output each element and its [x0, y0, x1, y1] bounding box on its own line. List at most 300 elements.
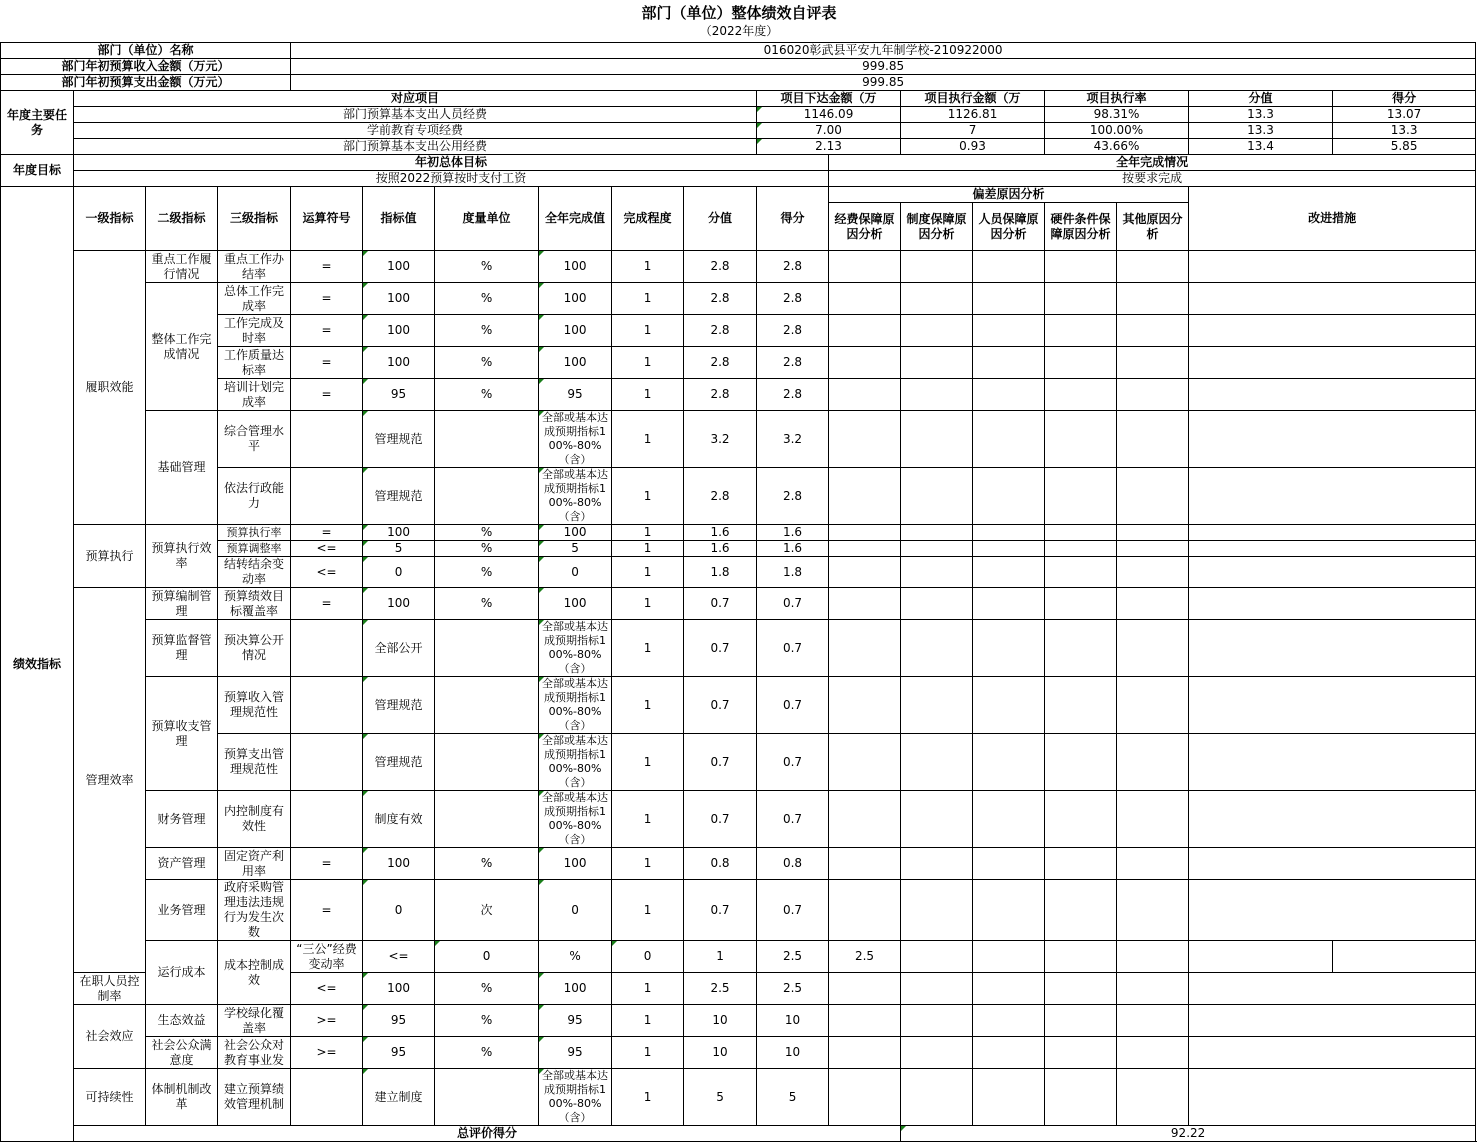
dev-hardware-cell [1045, 347, 1117, 379]
dev-system-cell [901, 620, 973, 677]
unit-cell [435, 468, 539, 525]
dev-system-cell [901, 379, 973, 411]
header-weight: 分值 [684, 187, 757, 251]
budget-expense-label: 部门年初预算支出金额（万元） [1, 75, 291, 91]
dev-system-cell [901, 557, 973, 588]
degree-cell: 1 [612, 588, 684, 620]
operator-cell: <= [363, 941, 435, 973]
dev-hardware-cell [1045, 973, 1117, 1005]
weight-cell: 10 [684, 1037, 757, 1069]
target-cell: 100 [363, 525, 435, 541]
actual-cell: 100 [539, 848, 612, 880]
target-cell: 95 [363, 379, 435, 411]
dev-hardware-cell [1045, 791, 1117, 848]
dev-hardware-cell [1045, 620, 1117, 677]
dev-hardware-cell [1045, 1005, 1117, 1037]
dev-other-cell [1117, 734, 1189, 791]
dev-funding-cell [829, 557, 901, 588]
target-cell: 管理规范 [363, 677, 435, 734]
dev-hardware-cell [1045, 315, 1117, 347]
weight-cell: 1.6 [684, 525, 757, 541]
dev-other-cell [1117, 557, 1189, 588]
weight-cell: 2.8 [684, 468, 757, 525]
task-header-rate: 项目执行率 [1045, 91, 1189, 107]
operator-cell [291, 1069, 363, 1126]
dev-hardware-cell [1045, 525, 1117, 541]
unit-cell: % [435, 1005, 539, 1037]
dev-system-cell [901, 468, 973, 525]
degree-cell: 1 [612, 1069, 684, 1126]
score-cell: 10 [757, 1005, 829, 1037]
dev-personnel-cell [973, 557, 1045, 588]
dev-personnel-cell [973, 973, 1045, 1005]
unit-cell: % [435, 588, 539, 620]
level3-cell: 内控制度有效性 [218, 791, 291, 848]
level3-cell: 社会公众对教育事业发 [218, 1037, 291, 1069]
annual-goals-label: 年度目标 [1, 155, 74, 187]
budget-income-value: 999.85 [291, 59, 1476, 75]
improvement-cell [1189, 1005, 1476, 1037]
level1-cell: 运行成本 [146, 941, 218, 1005]
dev-personnel-cell [1045, 941, 1117, 973]
task-rate: 43.66% [1045, 139, 1189, 155]
actual-cell: 95 [539, 379, 612, 411]
score-cell: 1.6 [757, 541, 829, 557]
improvement-cell [1189, 525, 1476, 541]
operator-cell: = [291, 347, 363, 379]
header-target: 指标值 [363, 187, 435, 251]
score-cell: 2.8 [757, 347, 829, 379]
level3-cell: 综合管理水平 [218, 411, 291, 468]
total-score-value: 92.22 [901, 1126, 1476, 1142]
level2-cell: 社会公众满意度 [146, 1037, 218, 1069]
unit-cell: % [435, 1037, 539, 1069]
task-allocated: 1146.09 [757, 107, 901, 123]
score-cell: 2.8 [757, 251, 829, 283]
dev-hardware-cell [1045, 588, 1117, 620]
score-cell: 0.7 [757, 620, 829, 677]
task-rate: 100.00% [1045, 123, 1189, 139]
task-header-project: 对应项目 [74, 91, 757, 107]
task-score: 5.85 [1333, 139, 1476, 155]
unit-cell: % [435, 347, 539, 379]
dev-other-cell [1117, 411, 1189, 468]
dev-system-cell [901, 541, 973, 557]
operator-cell: = [291, 379, 363, 411]
target-cell: 管理规范 [363, 411, 435, 468]
dev-personnel-cell [973, 379, 1045, 411]
level2-cell: 预算监督管理 [146, 620, 218, 677]
degree-cell: 1 [612, 848, 684, 880]
level3-cell: 依法行政能力 [218, 468, 291, 525]
header-level3: 三级指标 [218, 187, 291, 251]
task-header-score: 得分 [1333, 91, 1476, 107]
budget-expense-value: 999.85 [291, 75, 1476, 91]
dev-other-cell [1117, 620, 1189, 677]
dev-other-cell [1117, 347, 1189, 379]
level2-cell: 成本控制成效 [218, 941, 291, 1005]
dev-funding-cell [829, 315, 901, 347]
degree-cell: 1 [612, 251, 684, 283]
dev-funding-cell [829, 677, 901, 734]
actual-cell: 100 [539, 315, 612, 347]
level3-cell: 总体工作完成率 [218, 283, 291, 315]
weight-cell: 2.8 [684, 347, 757, 379]
header-dev-system: 制度保障原因分析 [901, 203, 973, 251]
operator-cell: >= [291, 1005, 363, 1037]
level2-cell: 预算执行效率 [146, 525, 218, 588]
actual-cell: 100 [539, 525, 612, 541]
degree-cell: 1 [612, 677, 684, 734]
header-level2: 二级指标 [146, 187, 218, 251]
unit-cell: % [539, 941, 612, 973]
operator-cell: = [291, 251, 363, 283]
unit-cell: % [435, 848, 539, 880]
dev-funding-cell [829, 1069, 901, 1126]
dev-other-cell [1189, 941, 1333, 973]
level3-cell: 在职人员控制率 [74, 973, 146, 1005]
task-rate: 98.31% [1045, 107, 1189, 123]
dev-system-cell [973, 941, 1045, 973]
dev-system-cell [901, 347, 973, 379]
completion-value: 按要求完成 [829, 171, 1476, 187]
actual-cell: 全部或基本达成预期指标100%-80%（含） [539, 677, 612, 734]
actual-cell: 100 [539, 283, 612, 315]
dev-hardware-cell [1045, 677, 1117, 734]
total-score-label: 总评价得分 [74, 1126, 901, 1142]
dev-hardware-cell [1045, 411, 1117, 468]
target-cell: 5 [363, 541, 435, 557]
header-deviation: 偏差原因分析 [829, 187, 1189, 203]
weight-cell: 0.7 [684, 791, 757, 848]
weight-cell: 0.7 [684, 734, 757, 791]
dev-funding-cell [829, 848, 901, 880]
dev-funding-cell [829, 620, 901, 677]
level3-cell: 预算执行率 [218, 525, 291, 541]
dev-funding-cell [901, 941, 973, 973]
improvement-cell [1189, 620, 1476, 677]
level3-cell: 预算调整率 [218, 541, 291, 557]
dev-funding-cell [829, 588, 901, 620]
dev-other-cell [1117, 880, 1189, 941]
dev-personnel-cell [973, 677, 1045, 734]
unit-name-label: 部门（单位）名称 [1, 43, 291, 59]
degree-cell: 1 [612, 1005, 684, 1037]
degree-cell: 1 [612, 525, 684, 541]
operator-cell [291, 468, 363, 525]
dev-hardware-cell [1045, 251, 1117, 283]
header-dev-funding: 经费保障原因分析 [829, 203, 901, 251]
target-cell: 100 [363, 347, 435, 379]
dev-other-cell [1117, 848, 1189, 880]
dev-hardware-cell [1045, 283, 1117, 315]
dev-funding-cell [829, 379, 901, 411]
dev-other-cell [1117, 251, 1189, 283]
level1-cell: 预算执行 [74, 525, 146, 588]
dev-other-cell [1117, 1037, 1189, 1069]
score-cell: 2.5 [757, 973, 829, 1005]
task-allocated: 2.13 [757, 139, 901, 155]
improvement-cell [1189, 411, 1476, 468]
level2-cell: 预算编制管理 [146, 588, 218, 620]
dev-funding-cell [829, 734, 901, 791]
improvement-cell [1189, 1037, 1476, 1069]
dev-system-cell [901, 251, 973, 283]
target-cell: 0 [435, 941, 539, 973]
dev-other-cell [1117, 1069, 1189, 1126]
improvement-cell [1189, 315, 1476, 347]
target-cell: 制度有效 [363, 791, 435, 848]
operator-cell: = [291, 315, 363, 347]
operator-cell [291, 677, 363, 734]
degree-cell: 1 [612, 379, 684, 411]
actual-cell: 全部或基本达成预期指标100%-80%（含） [539, 791, 612, 848]
header-improvement: 改进措施 [1189, 187, 1476, 251]
dev-funding-cell [829, 541, 901, 557]
actual-cell: 全部或基本达成预期指标100%-80%（含） [539, 734, 612, 791]
operator-cell: = [291, 848, 363, 880]
header-level1: 一级指标 [74, 187, 146, 251]
improvement-cell [1189, 1069, 1476, 1126]
weight-cell: 2.8 [684, 251, 757, 283]
task-project: 部门预算基本支出人员经费 [74, 107, 757, 123]
improvement-cell [1189, 677, 1476, 734]
form-title: 部门（单位）整体绩效自评表 [641, 4, 837, 22]
unit-cell [435, 620, 539, 677]
actual-cell: 0 [539, 557, 612, 588]
target-cell: 100 [363, 588, 435, 620]
header-score: 得分 [757, 187, 829, 251]
improvement-cell [1189, 347, 1476, 379]
improvement-cell [1189, 557, 1476, 588]
score-cell: 0.7 [757, 734, 829, 791]
improvement-cell [1189, 734, 1476, 791]
degree-cell: 1 [684, 941, 757, 973]
target-cell: 0 [363, 880, 435, 941]
level2-cell: 预算收支管理 [146, 677, 218, 791]
dev-system-cell [901, 848, 973, 880]
improvement-cell [1189, 468, 1476, 525]
annual-tasks-label: 年度主要任务 [1, 91, 74, 155]
degree-cell: 1 [612, 1037, 684, 1069]
weight-cell: 3.2 [684, 411, 757, 468]
target-cell: 100 [363, 848, 435, 880]
level3-cell: 工作质量达标率 [218, 347, 291, 379]
dev-hardware-cell [1045, 557, 1117, 588]
dev-personnel-cell [973, 848, 1045, 880]
dev-hardware-cell [1045, 1069, 1117, 1126]
score-cell: 2.5 [829, 941, 901, 973]
operator-cell: >= [291, 1037, 363, 1069]
operator-cell [291, 620, 363, 677]
unit-cell: % [435, 315, 539, 347]
level3-cell: 预算收入管理规范性 [218, 677, 291, 734]
score-cell: 1.8 [757, 557, 829, 588]
improvement-cell [1189, 880, 1476, 941]
dev-hardware-cell [1045, 880, 1117, 941]
dev-system-cell [901, 283, 973, 315]
dev-other-cell [1117, 315, 1189, 347]
target-cell: 100 [363, 315, 435, 347]
degree-cell: 1 [612, 880, 684, 941]
task-executed: 1126.81 [901, 107, 1045, 123]
score-cell: 10 [757, 1037, 829, 1069]
score-cell: 0.7 [757, 677, 829, 734]
actual-cell: 95 [539, 1005, 612, 1037]
dev-personnel-cell [973, 525, 1045, 541]
level2-cell: 业务管理 [146, 880, 218, 941]
level3-cell: 结转结余变动率 [218, 557, 291, 588]
completion-header: 全年完成情况 [829, 155, 1476, 171]
level3-cell: 政府采购管理违法违规行为发生次数 [218, 880, 291, 941]
dev-personnel-cell [973, 315, 1045, 347]
level2-cell: 财务管理 [146, 791, 218, 848]
dev-hardware-cell [1117, 941, 1189, 973]
score-cell: 3.2 [757, 411, 829, 468]
degree-cell: 1 [612, 620, 684, 677]
task-weight: 13.4 [1189, 139, 1333, 155]
dev-personnel-cell [973, 411, 1045, 468]
unit-cell: % [435, 379, 539, 411]
level3-cell: “三公”经费变动率 [291, 941, 363, 973]
task-header-allocated: 项目下达金额（万 [757, 91, 901, 107]
dev-personnel-cell [973, 347, 1045, 379]
dev-personnel-cell [973, 734, 1045, 791]
dev-other-cell [1117, 525, 1189, 541]
degree-cell: 1 [612, 791, 684, 848]
weight-cell: 2.5 [757, 941, 829, 973]
initial-goal-header: 年初总体目标 [74, 155, 829, 171]
task-project: 部门预算基本支出公用经费 [74, 139, 757, 155]
unit-name-value: 016020彰武县平安九年制学校-210922000 [291, 43, 1476, 59]
level3-cell: 固定资产利用率 [218, 848, 291, 880]
weight-cell: 1.6 [684, 541, 757, 557]
dev-system-cell [901, 411, 973, 468]
task-score: 13.07 [1333, 107, 1476, 123]
score-cell: 2.8 [757, 379, 829, 411]
target-cell: 100 [363, 251, 435, 283]
level1-cell: 可持续性 [74, 1069, 146, 1126]
operator-cell: = [291, 525, 363, 541]
target-cell: 95 [363, 1037, 435, 1069]
score-cell: 2.8 [757, 468, 829, 525]
dev-system-cell [901, 588, 973, 620]
dev-funding-cell [829, 1005, 901, 1037]
degree-cell: 1 [612, 347, 684, 379]
actual-cell: 100 [539, 973, 612, 1005]
dev-hardware-cell [1045, 848, 1117, 880]
actual-cell: 100 [539, 251, 612, 283]
actual-cell: 95 [539, 1037, 612, 1069]
improvement-cell [1189, 283, 1476, 315]
unit-cell [435, 734, 539, 791]
degree-cell: 1 [612, 973, 684, 1005]
weight-cell: 10 [684, 1005, 757, 1037]
dev-funding-cell [829, 411, 901, 468]
dev-personnel-cell [973, 588, 1045, 620]
dev-funding-cell [829, 468, 901, 525]
dev-personnel-cell [973, 1005, 1045, 1037]
actual-cell: 100 [539, 347, 612, 379]
improvement-cell [1189, 848, 1476, 880]
task-header-weight: 分值 [1189, 91, 1333, 107]
task-executed: 0.93 [901, 139, 1045, 155]
dev-funding-cell [829, 973, 901, 1005]
header-operator: 运算符号 [291, 187, 363, 251]
degree-cell: 1 [612, 468, 684, 525]
header-unit: 度量单位 [435, 187, 539, 251]
score-cell: 0.7 [757, 880, 829, 941]
dev-other-cell [1117, 973, 1189, 1005]
actual-cell: 100 [539, 588, 612, 620]
target-cell: 100 [363, 973, 435, 1005]
level3-cell: 工作完成及时率 [218, 315, 291, 347]
dev-hardware-cell [1045, 734, 1117, 791]
level3-cell: 培训计划完成率 [218, 379, 291, 411]
operator-cell: = [291, 880, 363, 941]
dev-personnel-cell [973, 620, 1045, 677]
actual-cell: 0 [539, 880, 612, 941]
dev-hardware-cell [1045, 379, 1117, 411]
level2-cell: 基础管理 [146, 411, 218, 525]
level1-cell: 社会效应 [74, 1005, 146, 1069]
dev-other-cell [1117, 588, 1189, 620]
score-cell: 5 [757, 1069, 829, 1126]
dev-other-cell [1117, 791, 1189, 848]
score-cell: 2.8 [757, 283, 829, 315]
level2-cell: 资产管理 [146, 848, 218, 880]
dev-system-cell [901, 791, 973, 848]
weight-cell: 0.7 [684, 588, 757, 620]
level3-cell: 预算支出管理规范性 [218, 734, 291, 791]
dev-personnel-cell [973, 880, 1045, 941]
weight-cell: 2.5 [684, 973, 757, 1005]
task-executed: 7 [901, 123, 1045, 139]
score-cell: 0.8 [757, 848, 829, 880]
dev-funding-cell [829, 283, 901, 315]
dev-other-cell [1117, 541, 1189, 557]
task-weight: 13.3 [1189, 123, 1333, 139]
score-cell: 0.7 [757, 588, 829, 620]
improvement-cell [1189, 588, 1476, 620]
operator-cell: <= [291, 541, 363, 557]
weight-cell: 0.7 [684, 620, 757, 677]
dev-funding-cell [829, 251, 901, 283]
dev-system-cell [901, 1005, 973, 1037]
header-dev-hardware: 硬件条件保障原因分析 [1045, 203, 1117, 251]
dev-system-cell [901, 880, 973, 941]
level2-cell: 重点工作履行情况 [146, 251, 218, 283]
dev-funding-cell [829, 880, 901, 941]
evaluation-table [0, 42, 1476, 1142]
dev-funding-cell [829, 791, 901, 848]
operator-cell [291, 734, 363, 791]
operator-cell [291, 791, 363, 848]
dev-other-cell [1117, 379, 1189, 411]
budget-income-label: 部门年初预算收入金额（万元） [1, 59, 291, 75]
indicators-label: 绩效指标 [1, 187, 74, 1142]
dev-personnel-cell [973, 541, 1045, 557]
dev-system-cell [901, 1069, 973, 1126]
target-cell: 95 [363, 1005, 435, 1037]
level3-cell: 预算绩效目标覆盖率 [218, 588, 291, 620]
actual-cell: 5 [539, 541, 612, 557]
operator-cell: <= [291, 973, 363, 1005]
weight-cell: 0.8 [684, 848, 757, 880]
weight-cell: 0.7 [684, 677, 757, 734]
operator-cell: = [291, 283, 363, 315]
unit-cell: % [435, 525, 539, 541]
